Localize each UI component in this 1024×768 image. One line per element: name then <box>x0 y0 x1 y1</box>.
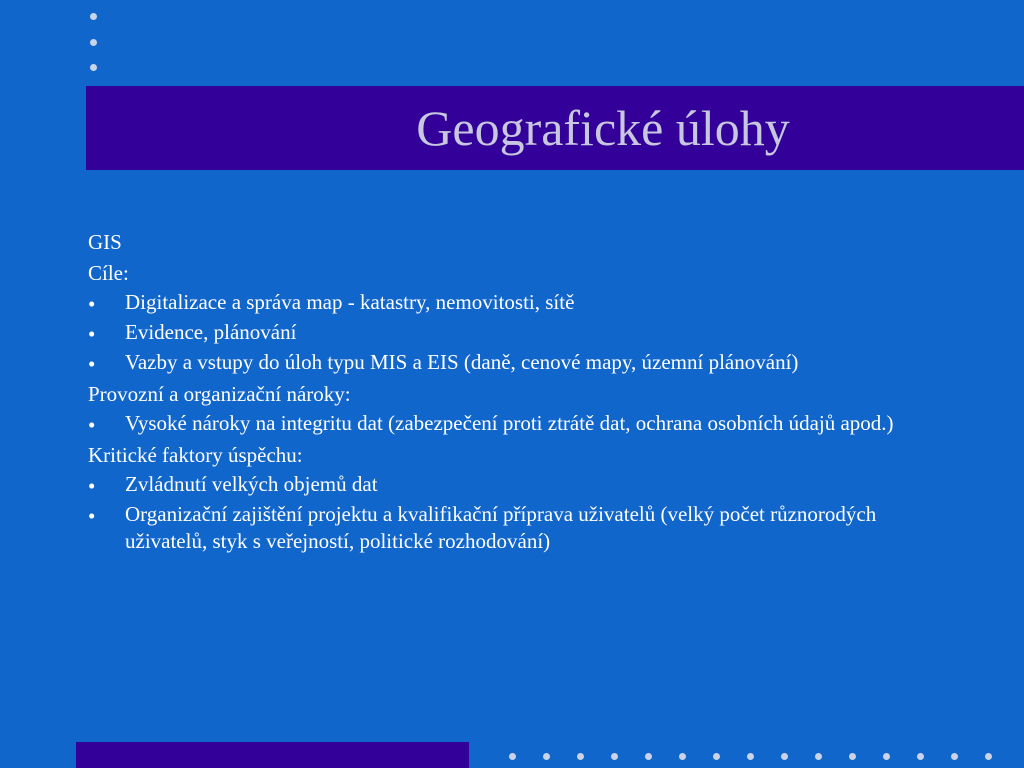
decor-dot-top-2 <box>90 39 97 46</box>
bullet-icon: • <box>88 413 96 437</box>
slide-body <box>88 227 948 558</box>
decor-dot-bottom-3 <box>577 753 584 760</box>
decor-dot-bottom-13 <box>917 753 924 760</box>
decor-dot-top-1 <box>90 13 97 20</box>
list-item <box>88 319 948 346</box>
decor-dot-bottom-5 <box>645 753 652 760</box>
title-bar <box>86 86 1024 170</box>
decor-dot-bottom-9 <box>781 753 788 760</box>
decor-dot-bottom-14 <box>951 753 958 760</box>
list-item <box>88 349 948 376</box>
goals-heading: Cíle: <box>88 261 129 285</box>
bullet-icon: • <box>88 352 96 376</box>
footer-bar <box>76 742 469 768</box>
factors-heading: Kritické faktory úspěchu: <box>88 443 303 467</box>
decor-dot-bottom-15 <box>985 753 992 760</box>
decor-dot-bottom-7 <box>713 753 720 760</box>
decor-dot-bottom-8 <box>747 753 754 760</box>
list-item <box>88 471 948 498</box>
slide-title: Geografické úlohy <box>416 100 790 156</box>
decor-dot-bottom-10 <box>815 753 822 760</box>
decor-dot-bottom-11 <box>849 753 856 760</box>
list-item <box>88 501 948 555</box>
goal-item-1: Digitalizace a správa map - katastry, nemovitosti, sítě <box>125 290 575 314</box>
bullet-icon: • <box>88 474 96 498</box>
bullet-icon: • <box>88 322 96 346</box>
decor-dot-bottom-1 <box>509 753 516 760</box>
ops-heading: Provozní a organizační nároky: <box>88 382 351 406</box>
list-item <box>88 410 948 437</box>
decor-dot-top-3 <box>90 64 97 71</box>
decor-dot-bottom-4 <box>611 753 618 760</box>
list-item <box>88 289 948 316</box>
gis-heading: GIS <box>88 230 122 254</box>
bullet-icon: • <box>88 504 96 528</box>
decor-dot-bottom-6 <box>679 753 686 760</box>
decor-dot-bottom-2 <box>543 753 550 760</box>
goal-item-3: Vazby a vstupy do úloh typu MIS a EIS (daně, cenové mapy, územní plánování) <box>125 350 799 374</box>
ops-item-1: Vysoké nároky na integritu dat (zabezpečení proti ztrátě dat, ochrana osobních údajů apod.) <box>125 411 894 435</box>
goal-item-2: Evidence, plánování <box>125 320 297 344</box>
factors-item-2: Organizační zajištění projektu a kvalifikační příprava uživatelů (velký počet různorodých uživatelů, styk s veřejností, politické rozhodování) <box>125 502 877 553</box>
factors-item-1: Zvládnutí velkých objemů dat <box>125 472 378 496</box>
decor-dot-bottom-12 <box>883 753 890 760</box>
bullet-icon: • <box>88 292 96 316</box>
